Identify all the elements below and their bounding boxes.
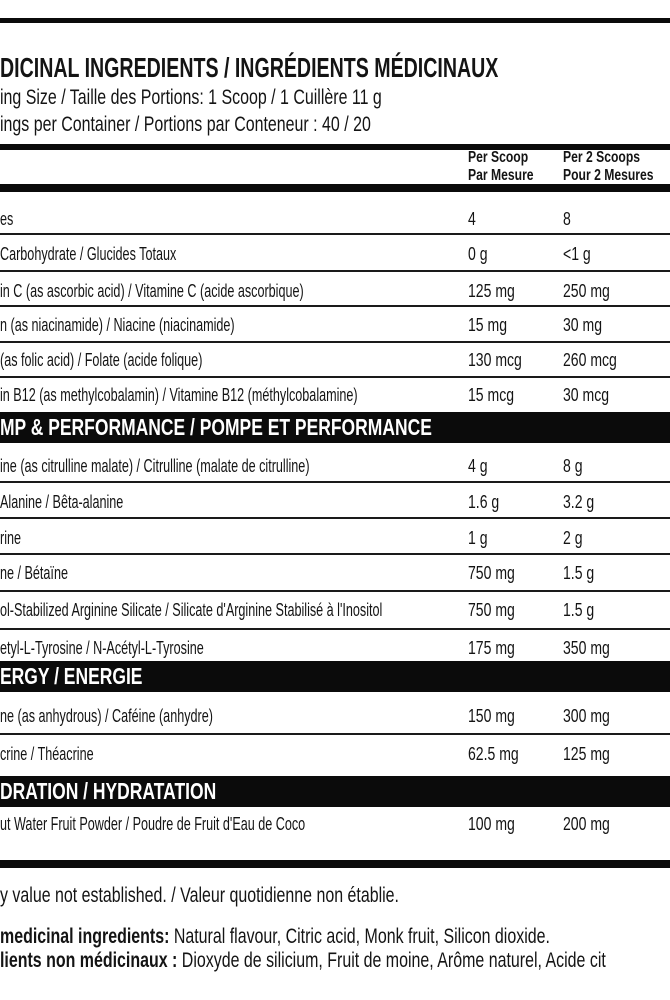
- ingredient-row-betaine: [0, 562, 670, 584]
- row-separator: [0, 341, 670, 343]
- per-scoop-value: 130 mcg: [468, 350, 522, 370]
- per-scoop-value: 175 mg: [468, 638, 515, 658]
- ingredient-name: etyl-L-Tyrosine / N-Acétyl-L-Tyrosine: [0, 638, 204, 658]
- row-separator: [0, 376, 670, 378]
- column-header-per-2-scoops: [563, 149, 670, 184]
- ingredient-row-caffeine: [0, 705, 670, 727]
- per-2-scoops-value: 30 mg: [563, 315, 603, 335]
- row-separator: [0, 517, 670, 519]
- non-medicinal-fr-text: Dioxyde de silicium, Fruit de moine, Arôme naturel, Acide cit: [177, 949, 606, 972]
- ingredient-row-citrulline: [0, 455, 670, 477]
- per-2-scoops-value: 300 mg: [563, 706, 610, 726]
- per-2-scoops-value: 1.5 g: [563, 563, 595, 583]
- ingredient-name: ol-Stabilized Arginine Silicate / Silicate d'Arginine Stabilisé à l'Inositol: [0, 600, 383, 620]
- per-2-scoops-value: 250 mg: [563, 281, 610, 301]
- ingredient-name: crine / Théacrine: [0, 744, 94, 764]
- per-2-scoops-value: 260 mcg: [563, 350, 617, 370]
- section-header-hydration: [0, 776, 670, 807]
- ingredient-name: in C (as ascorbic acid) / Vitamine C (acide ascorbique): [0, 281, 304, 301]
- top-rule: [0, 18, 670, 23]
- label-title-text: DICINAL INGREDIENTS / INGRÉDIENTS MÉDICINAUX: [0, 52, 499, 83]
- row-separator: [0, 233, 670, 235]
- serving-size-text: ing Size / Taille des Portions: 1 Scoop / 1 Cuillère 11 g: [0, 86, 382, 109]
- ingredient-row-coconut-water: [0, 813, 670, 835]
- per-scoop-value: 4 g: [468, 456, 488, 476]
- per-scoop-value: 750 mg: [468, 563, 515, 583]
- ingredient-row-folate: [0, 349, 670, 371]
- per-2-scoops-value: 1.5 g: [563, 600, 595, 620]
- per-scoop-value: 15 mcg: [468, 385, 515, 405]
- per-2-scoops-value: 30 mcg: [563, 385, 610, 405]
- ingredient-row-calories: [0, 208, 670, 230]
- per-scoop-value: 150 mg: [468, 706, 515, 726]
- ingredient-row-arginine-silicate: [0, 599, 670, 621]
- per-2-scoops-value: 3.2 g: [563, 492, 595, 512]
- per-scoop-value: 1 g: [468, 528, 488, 548]
- ingredient-name: Carbohydrate / Glucides Totaux: [0, 244, 177, 264]
- per-scoop-value: 0 g: [468, 244, 488, 264]
- per-2-scoops-value: 125 mg: [563, 744, 610, 764]
- ingredient-name: es: [0, 209, 14, 229]
- ingredient-row-taurine: [0, 527, 670, 549]
- daily-value-footnote: [0, 884, 525, 908]
- row-separator: [0, 270, 670, 272]
- ingredient-row-carbohydrate: [0, 243, 670, 265]
- column-header-bar-bottom: [0, 184, 670, 192]
- bottom-rule: [0, 860, 670, 868]
- per-2-scoops-value: <1 g: [563, 244, 591, 264]
- section-header-energy: [0, 661, 670, 692]
- ingredient-row-beta-alanine: [0, 491, 670, 513]
- row-separator: [0, 481, 670, 483]
- per-scoop-value: 62.5 mg: [468, 744, 519, 764]
- per-scoop-value: 100 mg: [468, 814, 515, 834]
- section-header-text: DRATION / HYDRATATION: [0, 778, 217, 804]
- per-scoop-value: 125 mg: [468, 281, 515, 301]
- servings-per-container-text: ings per Container / Portions par Conteneur : 40 / 20: [0, 113, 371, 136]
- label-title: [0, 51, 670, 85]
- section-header-text: ERGY / ENERGIE: [0, 663, 143, 689]
- per-2-scoops-value: 8: [563, 209, 571, 229]
- per-scoop-value: 15 mg: [468, 315, 508, 335]
- row-separator: [0, 628, 670, 630]
- per-scoop-value: 4: [468, 209, 476, 229]
- ingredient-name: ne / Bétaïne: [0, 563, 68, 583]
- non-medicinal-fr-label: lients non médicinaux :: [0, 949, 178, 972]
- non-medicinal-en-text: Natural flavour, Citric acid, Monk fruit, Silicon dioxide.: [169, 925, 550, 948]
- section-header-pump-performance: [0, 412, 670, 443]
- ingredient-row-tyrosine: [0, 637, 670, 659]
- ingredient-name: in B12 (as methylcobalamin) / Vitamine B12 (méthylcobalamine): [0, 385, 358, 405]
- non-medicinal-ingredients-fr: [0, 949, 670, 973]
- non-medicinal-en-label: medicinal ingredients:: [0, 925, 170, 948]
- daily-value-footnote-text: y value not established. / Valeur quotidienne non établie.: [0, 884, 399, 907]
- ingredient-row-vitamin-c: [0, 280, 670, 302]
- ingredient-name: ut Water Fruit Powder / Poudre de Fruit d'Eau de Coco: [0, 814, 306, 834]
- per-scoop-label-fr: Par Mesure: [468, 166, 534, 184]
- per-2-scoops-label-fr: Pour 2 Mesures: [563, 166, 654, 184]
- servings-per-container-line: [0, 112, 488, 138]
- ingredient-name: rine: [0, 528, 22, 548]
- per-2-scoops-label-en: Per 2 Scoops: [563, 149, 641, 166]
- per-2-scoops-value: 200 mg: [563, 814, 610, 834]
- row-separator: [0, 553, 670, 555]
- per-2-scoops-value: 2 g: [563, 528, 583, 548]
- row-separator: [0, 305, 670, 307]
- per-scoop-label-en: Per Scoop: [468, 149, 529, 166]
- ingredient-name: n (as niacinamide) / Niacine (niacinamide): [0, 315, 235, 335]
- per-2-scoops-value: 350 mg: [563, 638, 610, 658]
- ingredient-name: (as folic acid) / Folate (acide folique): [0, 350, 203, 370]
- per-2-scoops-value: 8 g: [563, 456, 583, 476]
- section-header-text: MP & PERFORMANCE / POMPE ET PERFORMANCE: [0, 414, 432, 440]
- ingredient-row-vitamin-b12: [0, 384, 670, 406]
- per-scoop-value: 750 mg: [468, 600, 515, 620]
- serving-size-line: [0, 85, 502, 111]
- column-header-per-scoop: [468, 149, 554, 184]
- row-separator: [0, 733, 670, 735]
- ingredient-row-niacin: [0, 314, 670, 336]
- ingredient-row-theacrine: [0, 743, 670, 765]
- ingredient-name: ne (as anhydrous) / Caféine (anhydre): [0, 706, 213, 726]
- row-separator: [0, 590, 670, 592]
- non-medicinal-ingredients-en: [0, 925, 670, 949]
- per-scoop-value: 1.6 g: [468, 492, 500, 512]
- ingredient-name: Alanine / Bêta-alanine: [0, 492, 124, 512]
- ingredient-name: ine (as citrulline malate) / Citrulline (malate de citrulline): [0, 456, 310, 476]
